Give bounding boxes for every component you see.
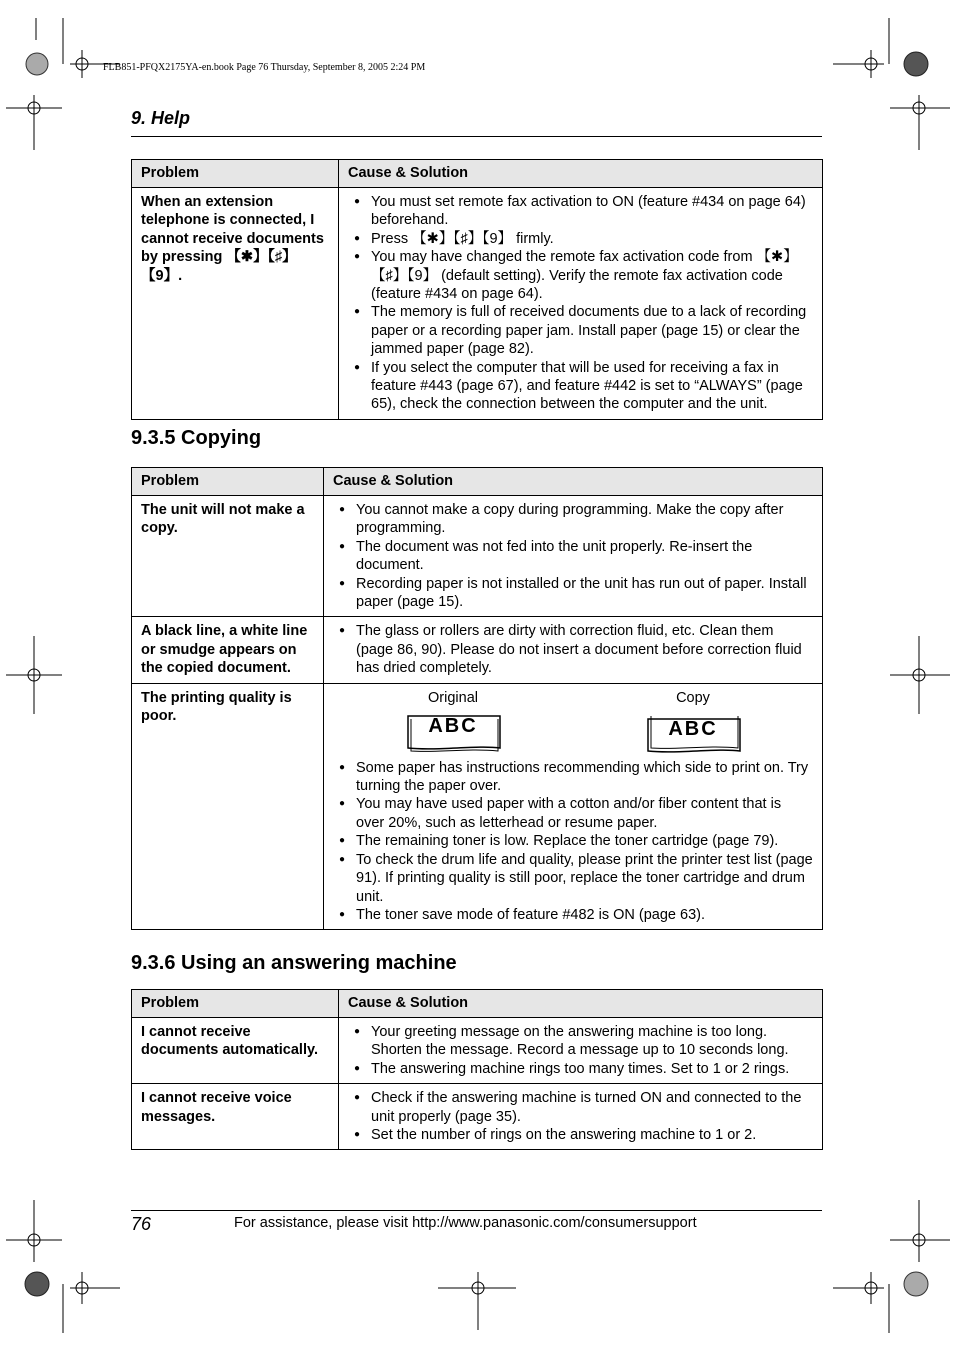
original-label: Original (428, 689, 478, 706)
solution-item: ● The answering machine rings too many times. Set to 1 or 2 rings. (348, 1060, 813, 1078)
solution-list (333, 759, 813, 925)
table-row (132, 188, 823, 420)
solution-item: ● You must set remote fax activation to ON (feature #434 on page 64) beforehand. (348, 193, 813, 230)
table-header-row (132, 990, 823, 1018)
footer-divider (131, 1210, 822, 1211)
problem-cell: A black line, a white line or smudge appears on the copied document. (132, 617, 324, 683)
solution-cell (324, 683, 823, 930)
solution-item: ● Set the number of rings on the answering machine to 1 or 2. (348, 1126, 813, 1144)
page-number: 76 (131, 1214, 152, 1234)
copy-label: Copy (676, 689, 710, 706)
original-sample (333, 689, 573, 749)
assistance-text: For assistance, please visit http://www.panasonic.com/consumersupport (234, 1215, 697, 1231)
answering-problem-table (131, 989, 823, 1150)
cause-header: Cause & Solution (324, 468, 823, 496)
original-sample-image (407, 715, 499, 749)
copying-section-title: 9.3.5 Copying (131, 427, 262, 449)
solution-item: ● The toner save mode of feature #482 is ON (page 63). (333, 906, 813, 924)
solution-cell (324, 496, 823, 617)
solution-list (333, 501, 813, 611)
problem-cell: I cannot receive voice messages. (132, 1084, 339, 1150)
solution-item: ● You cannot make a copy during programming. Make the copy after programming. (333, 501, 813, 538)
table-row (132, 1084, 823, 1150)
problem-cell: The printing quality is poor. (132, 683, 324, 930)
solution-item: ● Some paper has instructions recommending which side to print on. Try turning the paper over. (333, 759, 813, 796)
solution-cell (339, 188, 823, 420)
problem-header: Problem (132, 468, 324, 496)
solution-list (348, 1089, 813, 1144)
problem-cell: The unit will not make a copy. (132, 496, 324, 617)
solution-item: ● You may have changed the remote fax activation code from 【✱】【♯】【9】 (default setting). Verify the remote fax activation code (feature #434 on page 64). (348, 248, 813, 303)
copying-problem-table (131, 467, 823, 930)
copy-sample-text: ABC (668, 717, 718, 740)
solution-cell (324, 617, 823, 683)
solution-item: ● The remaining toner is low. Replace the toner cartridge (page 79). (333, 832, 813, 850)
solution-item: ● If you select the computer that will be used for receiving a fax in feature #443 (page 67), and feature #442 is set to “ALWAYS” (page 65), check the connection between the computer and the unit. (348, 359, 813, 414)
problem-header: Problem (132, 990, 339, 1018)
solution-item: ● The glass or rollers are dirty with correction fluid, etc. Clean them (page 86, 90). Please do not insert a document before correction fluid has dried completely. (333, 622, 813, 677)
table-header-row (132, 468, 823, 496)
problem-header: Problem (132, 160, 339, 188)
table-row (132, 496, 823, 617)
solution-item: ● To check the drum life and quality, please print the printer test list (page 91). If printing quality is still poor, replace the toner cartridge and drum unit. (333, 851, 813, 906)
fax-problem-table (131, 159, 823, 420)
copy-sample-image (647, 715, 739, 749)
solution-item: ● Your greeting message on the answering machine is too long. Shorten the message. Record a message up to 10 seconds long. (348, 1023, 813, 1060)
solution-item: ● The memory is full of received documents due to a lack of recording paper or a recording paper jam. Install paper (page 15) or clear the jammed paper (page 82). (348, 303, 813, 358)
problem-cell: When an extension telephone is connected, I cannot receive documents by pressing 【✱】【♯】【9】. (132, 188, 339, 420)
solution-cell (339, 1018, 823, 1084)
problem-cell: I cannot receive documents automatically. (132, 1018, 339, 1084)
solution-list (333, 622, 813, 677)
table-row (132, 1018, 823, 1084)
solution-list (348, 1023, 813, 1078)
solution-cell (339, 1084, 823, 1150)
copy-sample (573, 689, 813, 749)
section-title: 9. Help (131, 108, 191, 128)
solution-item: ● You may have used paper with a cotton and/or fiber content that is over 20%, such as letterhead or resume paper. (333, 795, 813, 832)
cause-header: Cause & Solution (339, 990, 823, 1018)
table-row (132, 683, 823, 930)
solution-list (348, 193, 813, 414)
solution-item: ● Press 【✱】【♯】【9】 firmly. (348, 230, 813, 248)
solution-item: ● Check if the answering machine is turned ON and connected to the unit properly (page 35). (348, 1089, 813, 1126)
original-sample-text: ABC (428, 714, 478, 737)
print-metadata: FLB851-PFQX2175YA-en.book Page 76 Thursday, September 8, 2005 2:24 PM (103, 62, 426, 73)
section-header (131, 108, 822, 137)
table-row (132, 617, 823, 683)
cause-header: Cause & Solution (339, 160, 823, 188)
answering-section-title: 9.3.6 Using an answering machine (131, 952, 457, 974)
solution-item: ● Recording paper is not installed or the unit has run out of paper. Install paper (page 15). (333, 575, 813, 612)
solution-item: ● The document was not fed into the unit properly. Re-insert the document. (333, 538, 813, 575)
quality-comparison (333, 689, 813, 759)
table-header-row (132, 160, 823, 188)
